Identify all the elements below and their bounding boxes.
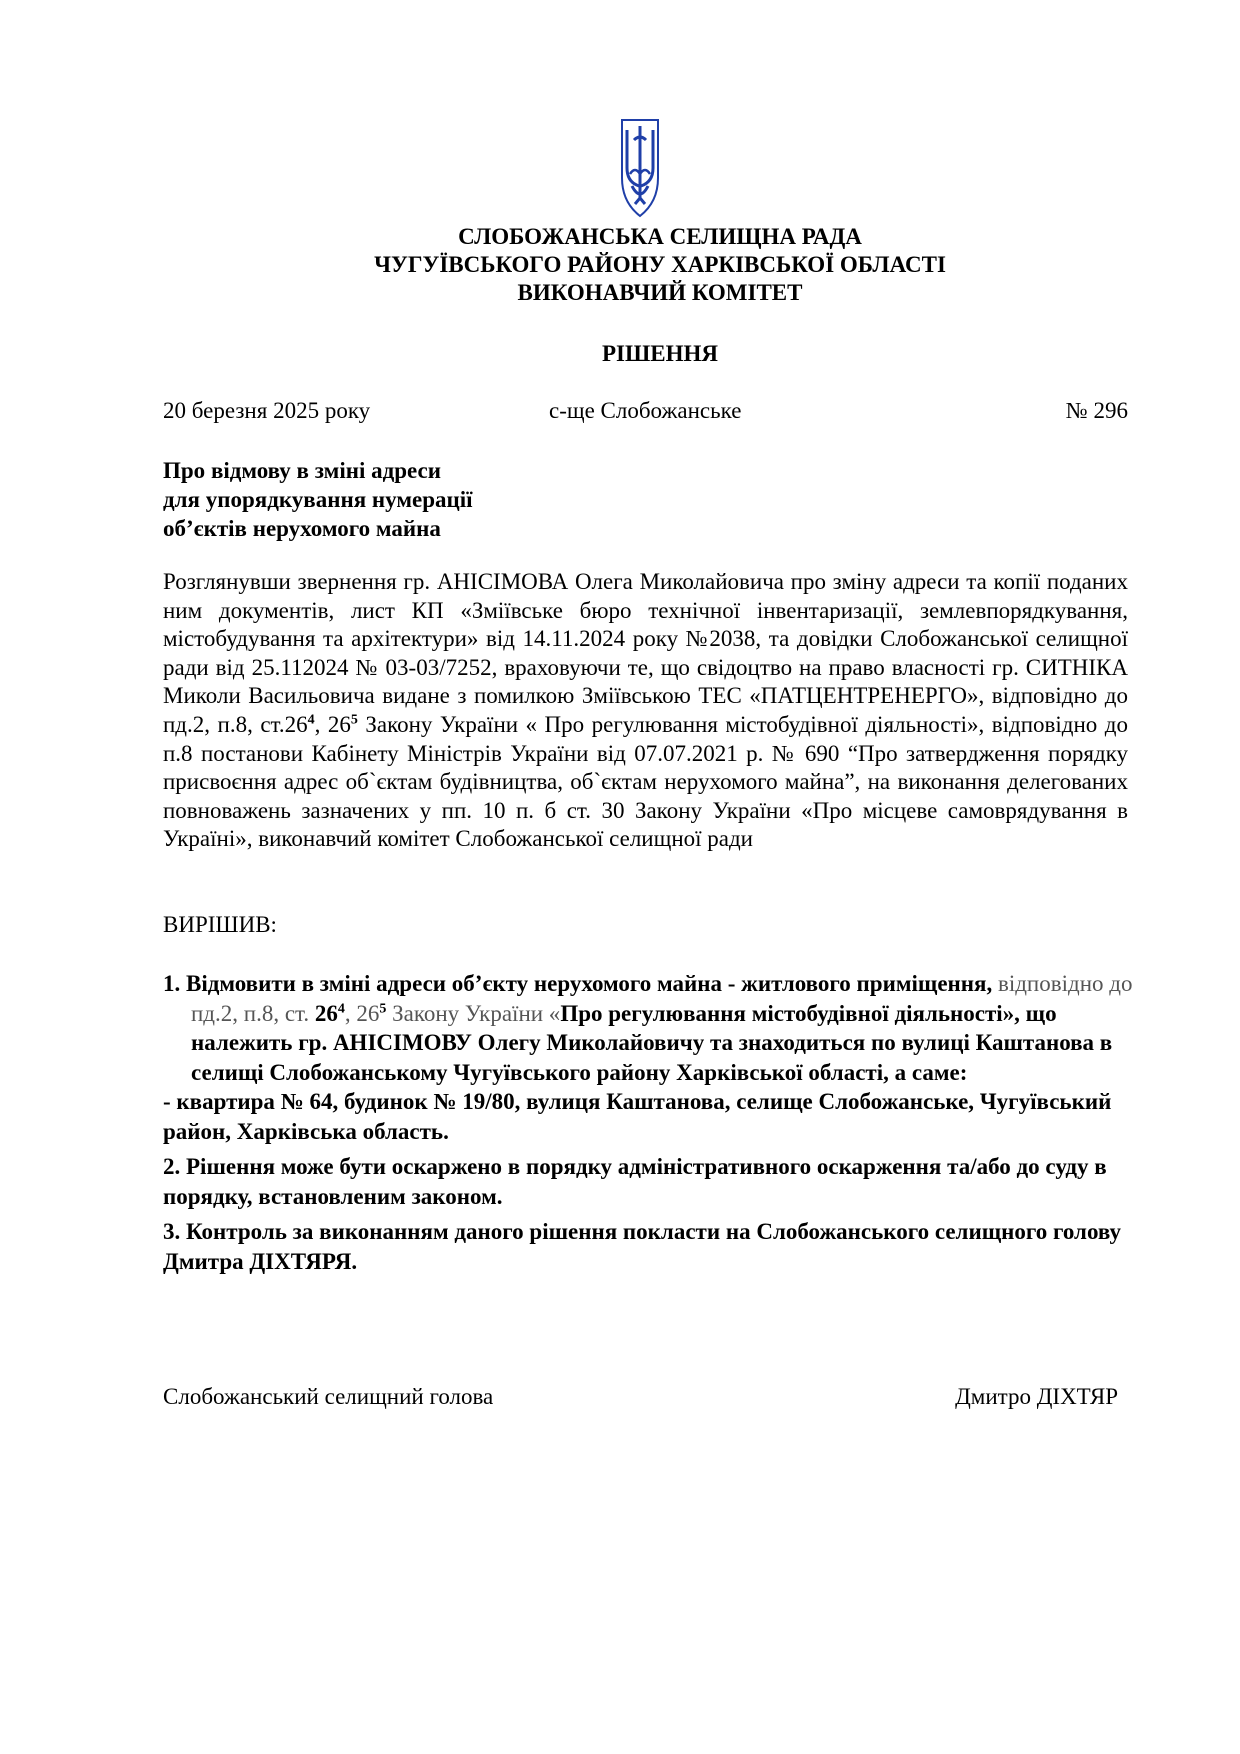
header-line-2: ЧУГУЇВСЬКОГО РАЙОНУ ХАРКІВСЬКОЇ ОБЛАСТІ [374, 252, 946, 277]
decision-item-3: 3. Контроль за виконанням даного рішення покласти на Слобожанського селищного голову Дмитра ДІХТЯРЯ. [163, 1219, 1122, 1274]
item-text-muted: , 26 [344, 1000, 380, 1026]
document-title: РІШЕННЯ [602, 341, 718, 366]
subject-text: адреси [365, 458, 441, 483]
decision-item-1-address: - квартира № 64, будинок № 19/80, вулиця Каштанова, селище Слобожанське, Чугуївський район, Харківська область. [163, 1089, 1112, 1144]
subject-line-3: об’єктів нерухомого майна [163, 516, 441, 541]
subject-line-2: для упорядкування нумерації [163, 487, 473, 512]
item-text-muted: відповідно до пд.2, п.8, ст. [191, 971, 1133, 1026]
preamble-paragraph [163, 568, 1128, 854]
header-line-3: ВИКОНАВЧИЙ КОМІТЕТ [517, 280, 803, 305]
resolved-heading: ВИРІШИВ: [163, 912, 277, 937]
decision-item-2: 2. Рішення може бути оскаржено в порядку адміністративного оскарження та/або до суду в порядку, встановленим законом. [163, 1154, 1107, 1209]
subject-text: Про [163, 458, 211, 483]
decision-item-1 [163, 969, 1148, 1087]
superscript: 4 [337, 1000, 345, 1016]
decision-date: 20 березня 2025 року [163, 398, 371, 423]
subject-emphasis: відмову в зміні [210, 458, 366, 483]
superscript: 5 [350, 712, 358, 728]
item-text-muted: Закону України « [386, 1000, 561, 1026]
item-text: 1. Відмовити в зміні адреси об’єкту нерухомого майна - житлового приміщення, [163, 971, 998, 996]
superscript: 4 [307, 712, 315, 728]
signature-block [163, 1384, 1118, 1410]
decision-items [163, 969, 1148, 1276]
superscript: 5 [379, 1000, 387, 1016]
item-text: Про регулювання містобудівної діяльності», що належить гр. АНІСІМОВУ Олегу Миколайовичу та знаходиться по вулиці Каштанова в селищі Слобожанському Чугуївського району Харківської області, а саме: [191, 1000, 1113, 1085]
council-header [160, 223, 1160, 307]
preamble-text: , 26 [314, 711, 351, 737]
preamble-text: Закону України « Про регулювання містобудівної діяльності», відповідно до п.8 постанови Кабінету Міністрів України від 07.07.2021 р. № 690 “Про затвердження порядку присвоєння адрес об`єктам будівництва, об`єктам нерухомого майна”, на виконання делегованих повноважень зазначених у пп. 10 п. б ст. 30 Закону України «Про місцеве самоврядування в Україні», виконавчий комітет Слобожанської селищної ради [163, 711, 1128, 852]
preamble-text: Розглянувши звернення гр. АНІСІМОВА Олега Миколайовича про зміну адреси та копії поданих ним документів, лист КП «Зміївське бюро технічної інвентаризації, землевпорядкування, містобудування та архітектури» від 14.11.2024 року №2038, та довідки Слобожанської селищної ради від 25.112024 № 03-03/7252, враховуючи те, що свідоцтво на право власності гр. СИТНІКА Миколи Васильовича видане з помилкою Зміївською ТЕС «ПАТЦЕНТРЕНЕРГО», відповідно до пд.2, п.8, ст.26 [163, 569, 1128, 737]
item-text: 26 [314, 1000, 338, 1026]
decision-subject [163, 456, 473, 543]
signatory-position: Слобожанський селищний голова [163, 1384, 494, 1409]
decision-place: с-ще Слобожанське [549, 398, 742, 423]
trident-coat-of-arms-icon [619, 116, 661, 220]
signatory-name: Дмитро ДІХТЯР [955, 1384, 1118, 1409]
header-line-1: СЛОБОЖАНСЬКА СЕЛИЩНА РАДА [458, 224, 862, 249]
decision-number: № 296 [1065, 398, 1128, 423]
